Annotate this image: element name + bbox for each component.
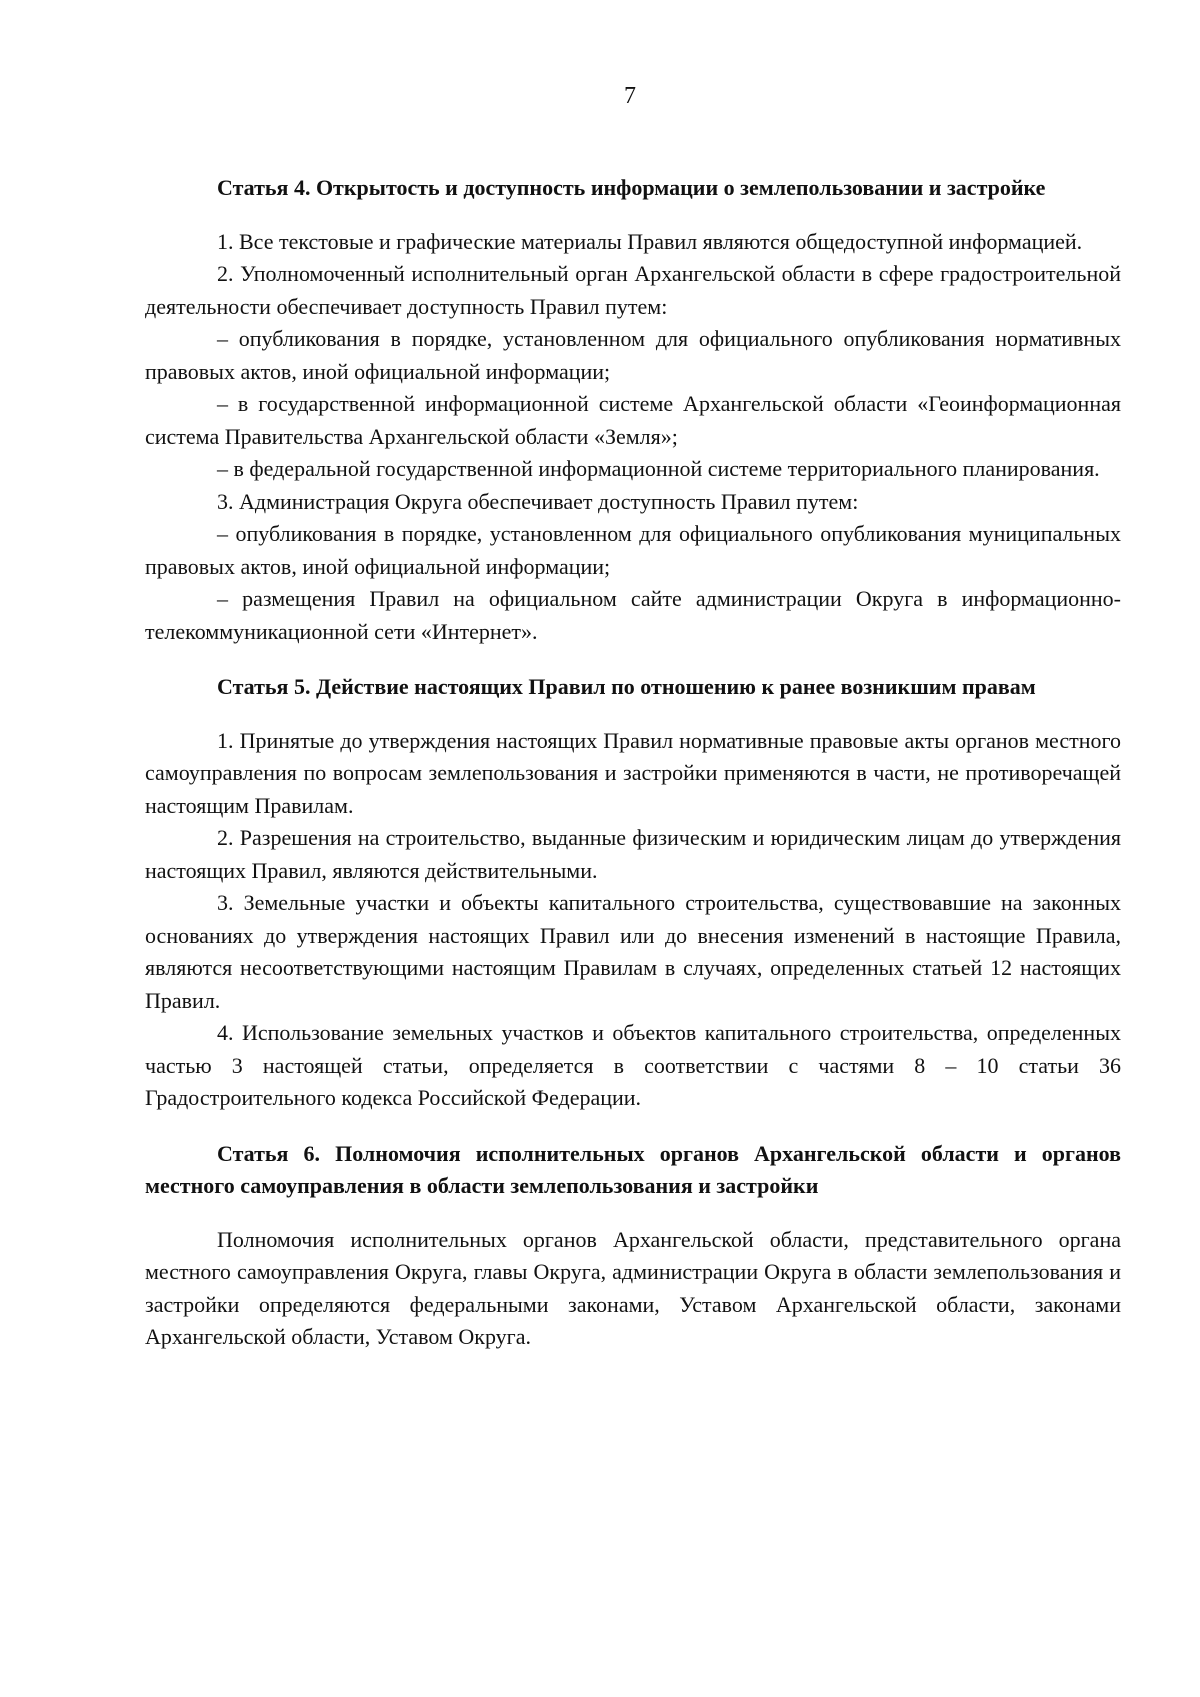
article-4-paragraph-1: 1. Все текстовые и графические материалы Правил являются общедоступной информацией. [217, 228, 1083, 254]
article-4-paragraph-7: – опубликования в порядке, установленном для официального опубликования муниципальных правовых актов, иной официальной информации; [145, 521, 1121, 579]
article-4-paragraph-2: 2. Уполномоченный исполнительный орган Архангельской области в сфере градостроительной деятельности обеспечивает доступность Правил путем: [145, 261, 1121, 319]
document-body [145, 172, 1121, 1354]
article-4-paragraph-6: 3. Администрация Округа обеспечивает доступность Правил путем: [217, 488, 859, 514]
page-number: 7 [624, 83, 636, 109]
article-5-paragraph-1: 1. Принятые до утверждения настоящих Правил нормативные правовые акты органов местного самоуправления по вопросам землепользования и застройки применяются в части, не противоречащей настоящим Правилам. [145, 727, 1121, 818]
article-5-paragraph-2: 2. Разрешения на строительство, выданные физическим и юридическим лицам до утверждения настоящих Правил, являются действительными. [145, 825, 1121, 883]
article-4-paragraph-8: – размещения Правил на официальном сайте администрации Округа в информационно-телекоммуникационной сети «Интернет». [145, 586, 1121, 644]
article-5-paragraph-4: 4. Использование земельных участков и объектов капитального строительства, определенных частью 3 настоящей статьи, определяется в соответствии с частями 8 – 10 статьи 36 Градостроительного кодекса Российской Федерации. [145, 1020, 1121, 1110]
article-5-paragraph-3: 3. Земельные участки и объекты капитального строительства, существовавшие на законных основаниях до утверждения настоящих Правил или до внесения изменений в настоящие Правила, являются несоответствующими настоящим Правилам в случаях, определенных статьей 12 настоящих Правил. [145, 890, 1121, 1013]
article-4-paragraph-3: – опубликования в порядке, установленном для официального опубликования нормативных правовых актов, иной официальной информации; [145, 326, 1121, 384]
article-4-paragraph-4: – в государственной информационной системе Архангельской области «Геоинформационная система Правительства Архангельской области «Земля»; [145, 391, 1121, 449]
article-4-heading: Статья 4. Открытость и доступность информации о землепользовании и застройке [217, 175, 1046, 200]
article-6-paragraph-1: Полномочия исполнительных органов Архангельской области, представительного органа местного самоуправления Округа, главы Округа, администрации Округа в области землепользования и застройки определяются федеральными законами, Уставом Архангельской области, законами Архангельской области, Уставом Округа. [145, 1226, 1121, 1349]
article-4-paragraph-5: – в федеральной государственной информационной системе территориального планирования. [217, 456, 1100, 481]
article-6-heading: Статья 6. Полномочия исполнительных органов Архангельской области и органов местного самоуправления в области землепользования и застройки [145, 1140, 1121, 1198]
article-5-heading: Статья 5. Действие настоящих Правил по отношению к ранее возникшим правам [217, 674, 1036, 699]
